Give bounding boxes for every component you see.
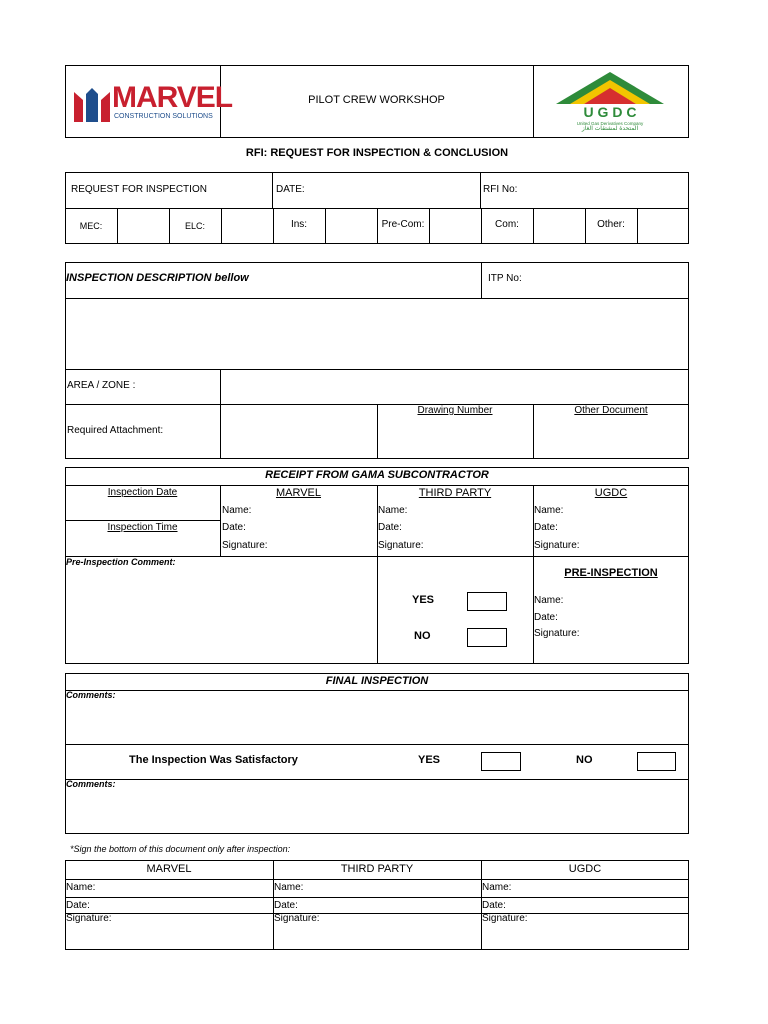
pre-inspection-date-label: Date: <box>534 612 558 623</box>
pre-inspection-yes-label: YES <box>412 594 435 606</box>
signoff-marvel-name-label: Name: <box>66 882 96 893</box>
ugdc-logo-arabic: المتحدة لمشتقات الغاز <box>581 126 639 132</box>
signoff-party-marvel: MARVEL <box>146 863 192 875</box>
satisfactory-yes-label: YES <box>418 754 441 766</box>
request-for-inspection-label: REQUEST FOR INSPECTION <box>71 184 207 195</box>
receipt-ugdc-name-label: Name: <box>534 505 564 516</box>
signoff-ugdc-date-label: Date: <box>482 900 506 911</box>
itp-no-label: ITP No: <box>488 273 522 284</box>
receipt-third-party-name-label: Name: <box>378 505 408 516</box>
inspection-date-label: Inspection Date <box>107 487 178 498</box>
drawing-number-label: Drawing Number <box>417 405 493 416</box>
discipline-mec-label: MEC: <box>79 221 103 231</box>
rfi-no-label: RFI No: <box>483 184 518 195</box>
discipline-ins-label: Ins: <box>290 219 308 230</box>
ugdc-logo-subtext: United Gas Derivatives Company <box>576 121 644 126</box>
signoff-party-ugdc: UGDC <box>568 863 602 875</box>
pre-inspection-no-label: NO <box>414 630 431 642</box>
discipline-elc-label: ELC: <box>184 221 205 231</box>
satisfactory-label: The Inspection Was Satisfactory <box>129 754 298 766</box>
area-zone-field[interactable] <box>221 370 688 403</box>
inspection-description-field[interactable] <box>66 299 688 368</box>
discipline-precom-field[interactable] <box>429 209 481 243</box>
receipt-marvel-signature-label: Signature: <box>222 540 268 551</box>
itp-divider <box>481 262 482 298</box>
pre-inspection-comment-label: Pre-Inspection Comment: <box>66 557 176 567</box>
pre-inspection-comment-field[interactable] <box>66 569 376 663</box>
final-inspection-heading: FINAL INSPECTION <box>325 675 429 687</box>
discipline-ins-field[interactable] <box>325 209 377 243</box>
area-zone-label: AREA / ZONE : <box>67 380 136 391</box>
page-title: PILOT CREW WORKSHOP <box>308 94 445 106</box>
other-document-label: Other Document <box>574 405 648 416</box>
discipline-elc-field[interactable] <box>221 209 273 243</box>
pre-inspection-name-label: Name: <box>534 595 564 606</box>
receipt-party-ugdc: UGDC <box>594 487 628 499</box>
pre-inspection-no-checkbox[interactable] <box>467 628 507 647</box>
header-divider-2 <box>533 65 534 138</box>
request-col-divider <box>480 172 481 208</box>
satisfactory-yes-checkbox[interactable] <box>481 752 521 771</box>
signoff-ugdc-signature-label: Signature: <box>482 913 528 924</box>
marvel-logo-text: MARVEL <box>112 81 233 114</box>
ugdc-logo <box>548 70 672 134</box>
receipt-third-party-date-label: Date: <box>378 522 402 533</box>
signoff-ugdc-name-label: Name: <box>482 882 512 893</box>
satisfactory-no-label: NO <box>576 754 593 766</box>
date-label: DATE: <box>276 184 305 195</box>
signoff-row-divider <box>65 913 689 914</box>
discipline-other-field[interactable] <box>637 209 689 243</box>
pre-inspection-heading: PRE-INSPECTION <box>564 567 658 579</box>
request-col-divider <box>272 172 273 208</box>
receipt-ugdc-date-label: Date: <box>534 522 558 533</box>
receipt-marvel-name-label: Name: <box>222 505 252 516</box>
satisfactory-no-checkbox[interactable] <box>637 752 676 771</box>
signoff-third-party-date-label: Date: <box>274 900 298 911</box>
final-row-divider <box>65 779 689 780</box>
discipline-precom-label: Pre-Com: <box>381 219 425 230</box>
inspection-description-heading: INSPECTION DESCRIPTION bellow <box>66 272 249 284</box>
receipt-party-marvel: MARVEL <box>275 487 322 499</box>
inspection-date-divider <box>65 520 220 521</box>
form-title: RFI: REQUEST FOR INSPECTION & CONCLUSION <box>245 147 509 159</box>
receipt-marvel-date-label: Date: <box>222 522 246 533</box>
ugdc-roof-icon <box>548 70 672 106</box>
final-comments-field[interactable] <box>66 702 688 743</box>
required-attachment-label: Required Attachment: <box>67 425 164 436</box>
inspection-time-label: Inspection Time <box>107 522 178 533</box>
marvel-logo-mark-icon <box>74 84 110 122</box>
signoff-marvel-date-label: Date: <box>66 900 90 911</box>
signoff-marvel-signature-label: Signature: <box>66 913 112 924</box>
pre-inspection-signature-label: Signature: <box>534 628 580 639</box>
receipt-heading: RECEIPT FROM GAMA SUBCONTRACTOR <box>265 469 489 481</box>
signoff-row-divider <box>65 879 689 880</box>
marvel-logo <box>74 81 233 124</box>
signoff-row-divider <box>65 897 689 898</box>
signoff-party-third-party: THIRD PARTY <box>340 863 414 875</box>
discipline-other-label: Other: <box>597 219 625 230</box>
marvel-logo-subtext: CONSTRUCTION SOLUTIONS <box>114 113 213 120</box>
final-comments-label-2: Comments: <box>66 779 116 789</box>
discipline-com-label: Com: <box>495 219 519 230</box>
final-comments-field-2[interactable] <box>66 791 688 833</box>
pre-inspection-yes-checkbox[interactable] <box>467 592 507 611</box>
final-heading-divider <box>65 690 689 691</box>
receipt-ugdc-signature-label: Signature: <box>534 540 580 551</box>
final-row-divider <box>65 744 689 745</box>
signoff-third-party-name-label: Name: <box>274 882 304 893</box>
receipt-third-party-signature-label: Signature: <box>378 540 424 551</box>
signoff-third-party-signature-label: Signature: <box>274 913 320 924</box>
receipt-party-third-party: THIRD PARTY <box>418 487 492 499</box>
ugdc-logo-text: U G D C <box>583 104 637 120</box>
discipline-com-field[interactable] <box>533 209 585 243</box>
discipline-mec-field[interactable] <box>117 209 169 243</box>
final-comments-label: Comments: <box>66 690 116 700</box>
signoff-note: *Sign the bottom of this document only after inspection: <box>70 844 291 854</box>
